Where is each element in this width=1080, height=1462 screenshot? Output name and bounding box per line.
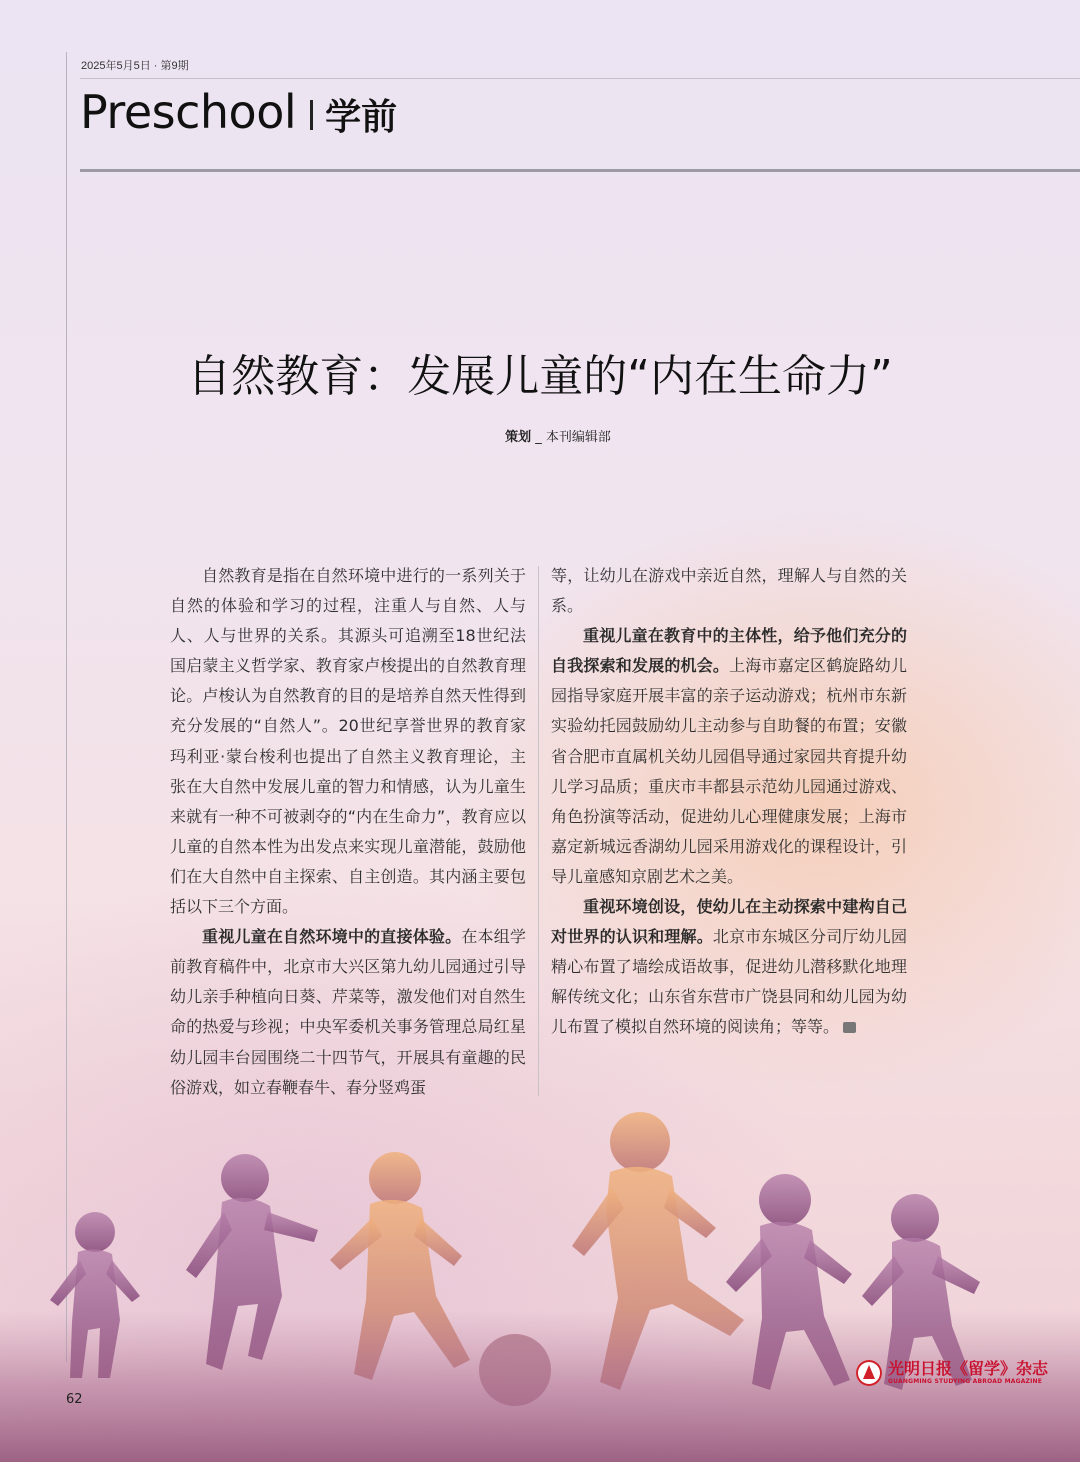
paragraph-body: 北京市东城区分司厅幼儿园精心布置了墙绘成语故事，促进幼儿潜移默化地理解传统文化；山东省东营市广饶县同和幼儿园为幼儿布置了模拟自然环境的阅读角；等等。 — [551, 927, 907, 1037]
issue-date: 2025年5月5日 · 第9期 — [81, 60, 189, 72]
paragraph-intro: 自然教育是指在自然环境中进行的一系列关于自然的体验和学习的过程，注重人与自然、人与人、人与世界的关系。其源头可追溯至18世纪法国启蒙主义哲学家、教育家卢梭提出的自然教育理论。卢梭认为自然教育的目的是培养自然天性得到充分发展的“自然人”。20世纪享誉世界的教育家玛利亚·蒙台梭利也提出了自然主义教育理论，主张在大自然中发展儿童的智力和情感，认为儿童生来就有一种不可被剥夺的“内在生命力”，教育应以儿童的自然本性为出发点来实现儿童潜能，鼓励他们在大自然中自主探索、自主创造。其内涵主要包括以下三个方面。 — [170, 566, 526, 917]
article-title: 自然教育：发展儿童的“内在生命力” — [187, 351, 893, 402]
section-divider — [310, 100, 313, 130]
brand-name: 光明日报《留学》杂志 — [888, 1359, 1049, 1378]
article-column-right — [551, 561, 907, 1043]
top-rule — [80, 78, 1080, 79]
header-rule — [80, 169, 1080, 172]
paragraph-lead: 重视儿童在自然环境中的直接体验。 — [202, 927, 462, 947]
byline — [0, 426, 1080, 445]
brand-logo-icon — [856, 1360, 882, 1386]
page-number: 62 — [66, 1392, 83, 1407]
section-title-en: Preschool — [80, 85, 297, 139]
paragraph-environment — [551, 892, 907, 1042]
paragraph-lead: 重视儿童在教育中的主体性，给予他们充分的自我探索和发展的机会。 — [551, 626, 907, 676]
column-separator — [538, 566, 539, 1096]
paragraph-body: 在本组学前教育稿件中，北京市大兴区第九幼儿园通过引导幼儿亲手种植向日葵、芹菜等，激发他们对自然生命的热爱与珍视；中央军委机关事务管理总局红星幼儿园丰台园围绕二十四节气，开展具有童趣的民俗游戏，如立春鞭春牛、春分竖鸡蛋 — [170, 927, 526, 1097]
paragraph-subjectivity — [551, 621, 907, 892]
paragraph-lead: 重视环境创设，使幼儿在主动探索中建构自己对世界的认识和理解。 — [551, 897, 907, 947]
grass-field — [0, 1310, 1080, 1462]
paragraph-body: 上海市嘉定区鹤旋路幼儿园指导家庭开展丰富的亲子运动游戏；杭州市东新实验幼托园鼓励幼儿主动参与自助餐的布置；安徽省合肥市直属机关幼儿园倡导通过家园共育提升幼儿学习品质；重庆市丰都县示范幼儿园通过游戏、角色扮演等活动，促进幼儿心理健康发展；上海市嘉定新城远香湖幼儿园采用游戏化的课程设计，引导儿童感知京剧艺术之美。 — [551, 656, 907, 886]
paragraph-continued: 等，让幼儿在游戏中亲近自然，理解人与自然的关系。 — [551, 566, 907, 616]
byline-value: 本刊编辑部 — [545, 430, 611, 445]
byline-separator: _ — [531, 430, 546, 445]
brand-text — [888, 1360, 1048, 1386]
magazine-brand — [856, 1360, 1048, 1386]
article-column-left — [170, 561, 526, 1103]
byline-label: 策划 — [505, 430, 532, 445]
section-title-cn: 学前 — [325, 95, 398, 138]
end-of-article-icon — [843, 1022, 856, 1033]
brand-subtitle: GUANGMING STUDYING ABROAD MAGAZINE — [888, 1378, 1043, 1385]
children-silhouette-illustration — [0, 1060, 1080, 1462]
section-header — [80, 84, 397, 140]
